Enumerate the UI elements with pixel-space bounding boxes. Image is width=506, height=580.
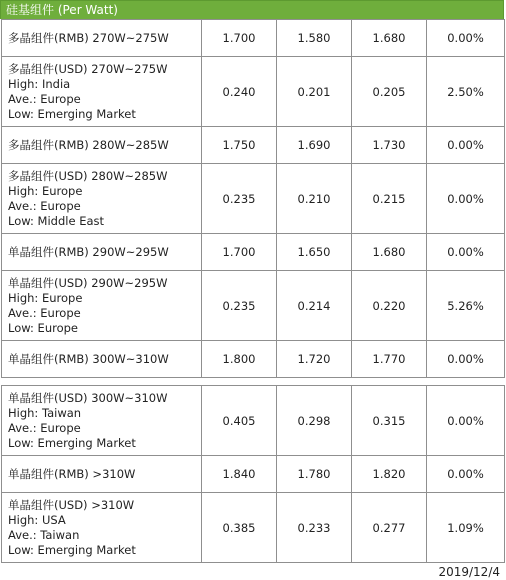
high-price-cell: 1.700 [202,234,277,271]
low-price-cell: 1.650 [277,234,352,271]
product-name: 多晶组件(USD) 280W~285W [8,168,168,183]
change-percent-cell: 0.00% [427,386,505,456]
average-price-cell: 0.315 [352,386,427,456]
table-header [0,0,504,19]
table-title: 硅基组件 (Per Watt) [6,3,118,17]
average-price-cell: 0.215 [352,164,427,234]
product-name: 单晶组件(RMB) 300W~310W [8,351,169,366]
price-table-upper-body [2,20,505,378]
table-row [2,57,505,127]
product-cell [2,127,202,164]
region-line: High: USA [8,512,66,527]
table-row [2,271,505,341]
price-table-upper [1,19,505,378]
average-price-cell: 1.820 [352,456,427,493]
report-date: 2019/12/4 [438,565,500,579]
product-name: 多晶组件(RMB) 270W~275W [8,30,169,45]
change-percent-cell: 0.00% [427,20,505,57]
average-price-cell: 1.680 [352,20,427,57]
table-row [2,234,505,271]
table-row [2,456,505,493]
average-price-cell: 1.680 [352,234,427,271]
low-price-cell: 0.214 [277,271,352,341]
table-row [2,386,505,456]
product-cell [2,234,202,271]
product-name: 单晶组件(RMB) >310W [8,466,136,481]
low-price-cell: 0.233 [277,493,352,563]
region-line: Low: Middle East [8,213,105,228]
change-percent-cell: 0.00% [427,234,505,271]
table-row [2,341,505,378]
product-cell [2,386,202,456]
product-name: 多晶组件(RMB) 280W~285W [8,137,169,152]
change-percent-cell: 0.00% [427,164,505,234]
change-percent-cell: 5.26% [427,271,505,341]
high-price-cell: 1.750 [202,127,277,164]
product-name: 单晶组件(RMB) 290W~295W [8,244,169,259]
low-price-cell: 1.580 [277,20,352,57]
low-price-cell: 1.690 [277,127,352,164]
change-percent-cell: 0.00% [427,456,505,493]
region-line: Ave.: Europe [8,305,81,320]
change-percent-cell: 0.00% [427,341,505,378]
product-cell [2,493,202,563]
low-price-cell: 1.720 [277,341,352,378]
product-cell [2,20,202,57]
table-row [2,164,505,234]
average-price-cell: 0.277 [352,493,427,563]
high-price-cell: 0.385 [202,493,277,563]
average-price-cell: 0.220 [352,271,427,341]
region-line: Low: Emerging Market [8,106,136,121]
region-line: High: Europe [8,183,83,198]
product-cell [2,57,202,127]
high-price-cell: 0.235 [202,164,277,234]
table-row [2,127,505,164]
region-line: Ave.: Europe [8,198,81,213]
product-cell [2,164,202,234]
price-table-lower [1,385,505,563]
product-cell [2,271,202,341]
low-price-cell: 0.201 [277,57,352,127]
product-cell [2,341,202,378]
region-line: High: India [8,76,71,91]
high-price-cell: 1.800 [202,341,277,378]
change-percent-cell: 2.50% [427,57,505,127]
price-table-lower-body [2,386,505,563]
product-name: 多晶组件(USD) 270W~275W [8,61,168,76]
high-price-cell: 0.235 [202,271,277,341]
high-price-cell: 0.405 [202,386,277,456]
high-price-cell: 0.240 [202,57,277,127]
high-price-cell: 1.700 [202,20,277,57]
region-line: Low: Emerging Market [8,435,136,450]
table-row [2,493,505,563]
region-line: Low: Emerging Market [8,542,136,557]
low-price-cell: 0.210 [277,164,352,234]
high-price-cell: 1.840 [202,456,277,493]
average-price-cell: 1.730 [352,127,427,164]
low-price-cell: 0.298 [277,386,352,456]
region-line: Low: Europe [8,320,78,335]
region-line: High: Taiwan [8,405,82,420]
table-row [2,20,505,57]
region-line: High: Europe [8,290,83,305]
change-percent-cell: 1.09% [427,493,505,563]
average-price-cell: 0.205 [352,57,427,127]
change-percent-cell: 0.00% [427,127,505,164]
product-name: 单晶组件(USD) 300W~310W [8,390,168,405]
product-name: 单晶组件(USD) >310W [8,497,135,512]
product-cell [2,456,202,493]
average-price-cell: 1.770 [352,341,427,378]
region-line: Ave.: Europe [8,420,81,435]
low-price-cell: 1.780 [277,456,352,493]
region-line: Ave.: Taiwan [8,527,80,542]
product-name: 单晶组件(USD) 290W~295W [8,275,168,290]
region-line: Ave.: Europe [8,91,81,106]
